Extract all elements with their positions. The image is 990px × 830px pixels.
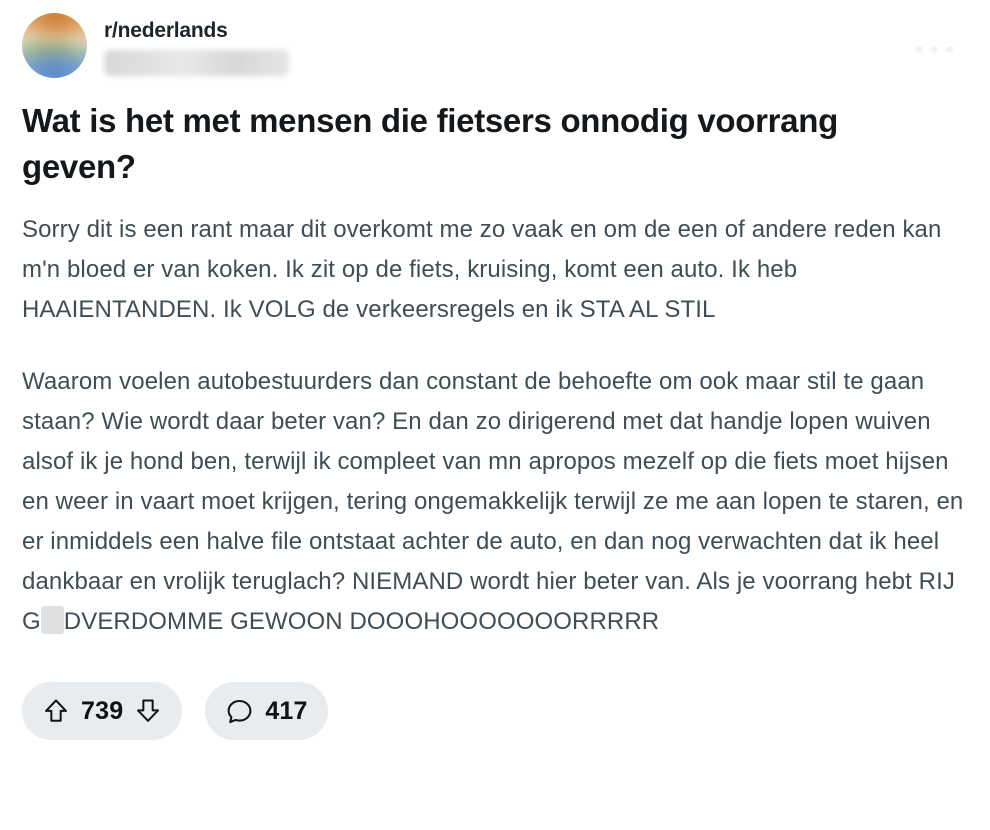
comments-button[interactable] <box>205 682 327 740</box>
overflow-dot <box>916 46 923 53</box>
comment-count: 417 <box>265 696 308 725</box>
post-title: Wat is het met mensen die fietsers onnodig voorrang geven? <box>22 102 838 185</box>
overflow-dot <box>931 46 938 53</box>
post-paragraph-1: Sorry dit is een rant maar dit overkomt me zo vaak en om de een of andere reden kan m'n bloed er van koken. Ik zit op de fiets, kruising, komt een auto. Ik heb HAAIENTANDEN. Ik VOLG de verkeersregels en ik STA AL STIL <box>22 216 942 323</box>
overflow-menu-icon[interactable] <box>912 42 957 57</box>
post-action-bar <box>22 682 968 740</box>
subreddit-avatar[interactable] <box>22 13 87 78</box>
upvote-button[interactable] <box>42 697 70 725</box>
post-paragraph-2 <box>22 362 968 642</box>
censored-text-block <box>41 606 64 634</box>
upvote-count: 739 <box>81 696 124 725</box>
vote-pill <box>22 682 182 740</box>
post-body <box>22 210 968 642</box>
paragraph-2-text-after-censor: DVERDOMME GEWOON DOOOHOOOOOOORRRRR <box>63 608 660 635</box>
downvote-icon <box>134 697 162 725</box>
downvote-button[interactable] <box>134 697 162 725</box>
subreddit-name[interactable]: r/nederlands <box>104 19 228 42</box>
upvote-icon <box>42 697 70 725</box>
username-redacted <box>104 50 289 76</box>
comment-icon <box>225 697 254 726</box>
overflow-dot <box>946 46 953 53</box>
post-header-text <box>104 13 289 76</box>
paragraph-2-text-before-censor: Waarom voelen autobestuurders dan constant de behoefte om ook maar stil te gaan staan? Wie wordt daar beter van? En dan zo dirigerend met dat handje lopen wuiven alsof ik je hond ben, terwijl ik compleet van mn apropos mezelf op die fiets moet hijsen en weer in vaart moet krijgen, tering ongemakkelijk terwijl ze me aan lopen te staren, en er inmiddels een halve file ontstaat achter de auto, en dan nog verwachten dat ik heel dankbaar en vrolijk teruglach? NIEMAND wordt hier beter van. Als je voorrang hebt RIJ G <box>22 368 964 635</box>
post-header <box>22 13 968 78</box>
